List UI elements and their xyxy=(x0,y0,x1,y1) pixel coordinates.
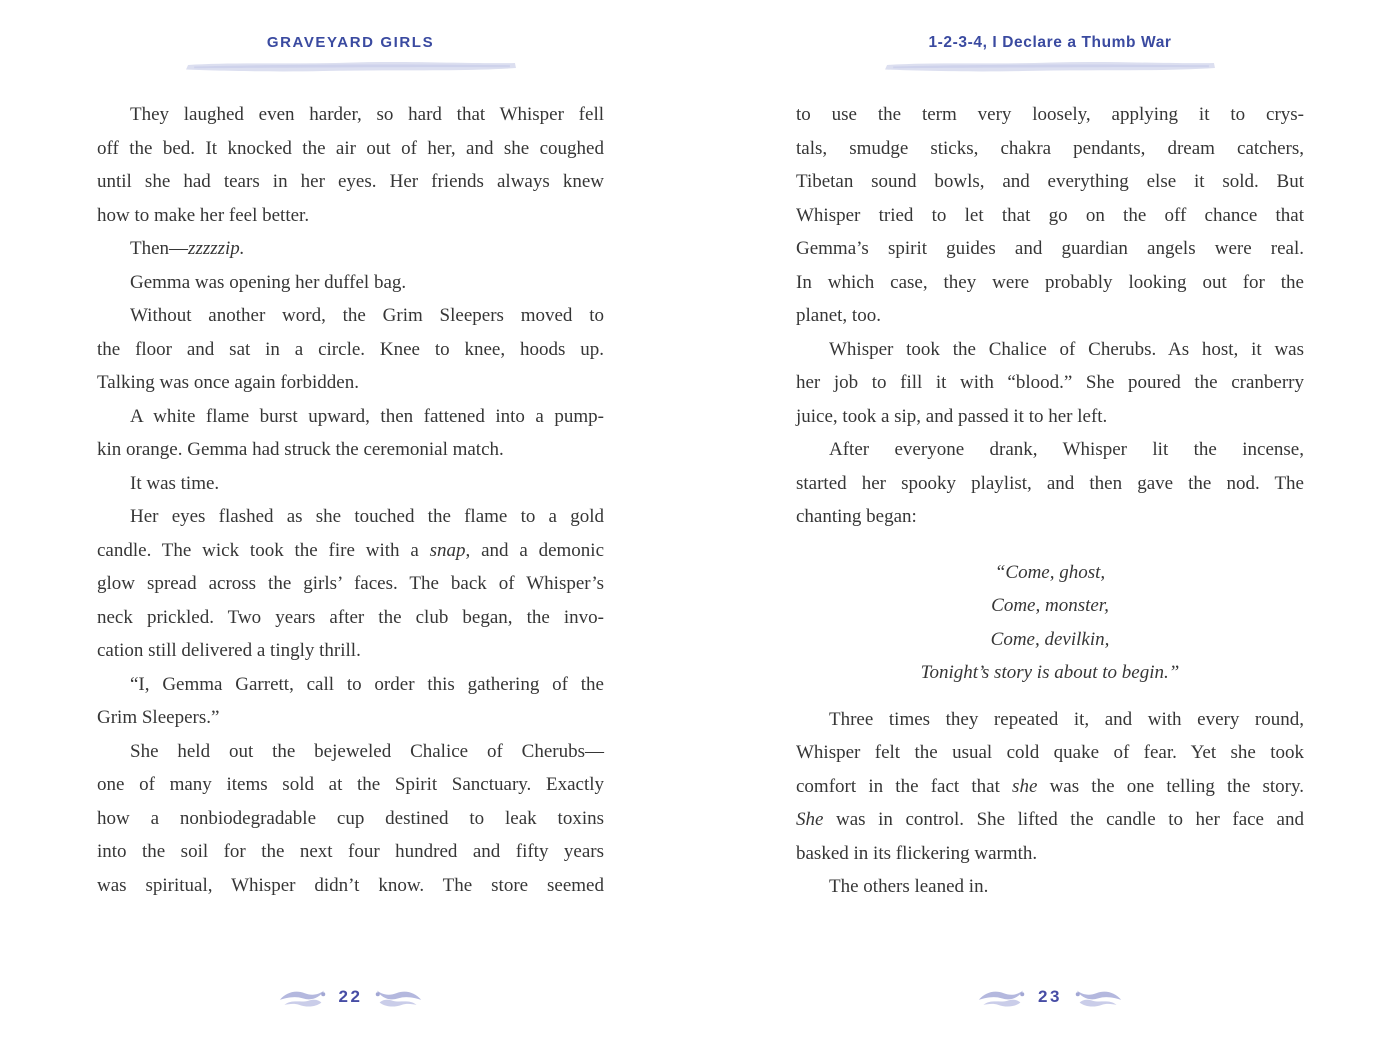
text-line: chanting began: xyxy=(796,506,917,527)
text-line: They laughed even harder, so hard that Whisper fell xyxy=(130,104,604,125)
text-line: Come, devilkin, xyxy=(990,628,1110,650)
text-line: Three times they repeated it, and with every round, xyxy=(829,708,1304,730)
text-line: Whisper felt the usual cold quake of fear. Yet she took xyxy=(796,742,1304,763)
text-line: her job to fill it with “blood.” She poured the cranberry xyxy=(796,372,1304,393)
text-line: A white flame burst upward, then fattened into a pump- xyxy=(130,405,604,427)
text-line: Then—zzzzzip. xyxy=(130,238,245,259)
text-line: kin orange. Gemma had struck the ceremonial match. xyxy=(97,439,504,460)
paragraph xyxy=(97,467,604,501)
text-line: comfort in the fact that she was the one telling the story. xyxy=(796,775,1304,797)
text-line: glow spread across the girls’ faces. The back of Whisper’s xyxy=(97,573,604,594)
text-line: to use the term very loosely, applying it to crys- xyxy=(796,104,1304,125)
text-line: Come, monster, xyxy=(991,595,1109,616)
text-line: how to make her feel better. xyxy=(97,204,310,226)
text-line: Without another word, the Grim Sleepers moved to xyxy=(130,305,604,326)
paragraph xyxy=(97,400,604,467)
text-line: was spiritual, Whisper didn’t know. The store seemed xyxy=(97,874,604,896)
page-right xyxy=(796,0,1304,1050)
page-body-left xyxy=(97,98,604,902)
text-line: “Come, ghost, xyxy=(994,561,1106,583)
text-line: Grim Sleepers.” xyxy=(97,707,220,728)
text-line: Whisper tried to let that go on the off chance that xyxy=(796,204,1304,226)
text-line: Her eyes flashed as she touched the flame to a gold xyxy=(130,506,604,527)
text-line: Gemma was opening her duffel bag. xyxy=(130,271,407,293)
text-line: She was in control. She lifted the candle to her face and xyxy=(796,809,1304,830)
text-line: Tonight’s story is about to begin.” xyxy=(920,662,1180,683)
paragraph xyxy=(796,870,1304,904)
text-line: “I, Gemma Garrett, call to order this gathering of the xyxy=(130,673,604,695)
running-header-left: GRAVEYARD GIRLS xyxy=(266,34,435,51)
swirl-ornament-icon xyxy=(1075,984,1123,1010)
text-line: Gemma’s spirit guides and guardian angels were real. xyxy=(796,238,1304,259)
text-line: It was time. xyxy=(130,472,220,494)
swirl-ornament-icon xyxy=(278,984,326,1010)
text-line: the floor and sat in a circle. Knee to knee, hoods up. xyxy=(97,338,604,360)
text-line: neck prickled. Two years after the club began, the invo- xyxy=(97,606,604,628)
text-line: basked in its flickering warmth. xyxy=(796,842,1038,864)
page-number: 23 xyxy=(1038,987,1062,1006)
text-line: candle. The wick took the fire with a snap, and a demonic xyxy=(97,539,604,561)
page-footer-left xyxy=(97,977,604,1017)
text-line: started her spooky playlist, and then gave the nod. The xyxy=(796,472,1304,494)
page-left xyxy=(97,0,604,1050)
text-line: Talking was once again forbidden. xyxy=(97,372,359,393)
text-line: cation still delivered a tingly thrill. xyxy=(97,640,361,661)
text-line: She held out the bejeweled Chalice of Cherubs— xyxy=(130,740,604,762)
swirl-ornament-icon xyxy=(977,984,1025,1010)
page-footer-right xyxy=(796,977,1304,1017)
paragraph xyxy=(97,98,604,232)
text-line: In which case, they were probably looking out for the xyxy=(796,271,1304,293)
brush-stroke-icon xyxy=(182,56,520,78)
paragraph xyxy=(97,299,604,400)
brush-stroke-icon xyxy=(881,56,1219,78)
chant-block xyxy=(796,556,1304,690)
paragraph xyxy=(97,500,604,668)
text-line: planet, too. xyxy=(796,305,881,326)
paragraph xyxy=(796,433,1304,534)
paragraph xyxy=(97,668,604,735)
paragraph xyxy=(796,98,1304,333)
paragraph xyxy=(97,266,604,300)
paragraph xyxy=(796,703,1304,871)
text-line: into the soil for the next four hundred and fifty years xyxy=(97,841,604,862)
text-line: tals, smudge sticks, chakra pendants, dream catchers, xyxy=(796,137,1304,159)
text-line: The others leaned in. xyxy=(829,876,989,897)
text-line: until she had tears in her eyes. Her friends always knew xyxy=(97,171,604,192)
text-line: how a nonbiodegradable cup destined to leak toxins xyxy=(97,807,604,829)
paragraph xyxy=(97,735,604,903)
text-line: juice, took a sip, and passed it to her left. xyxy=(796,405,1108,427)
text-line: off the bed. It knocked the air out of her, and she coughed xyxy=(97,137,604,159)
swirl-ornament-icon xyxy=(375,984,423,1010)
text-line: Whisper took the Chalice of Cherubs. As host, it was xyxy=(829,338,1304,360)
page-body-right xyxy=(796,98,1304,904)
text-line: After everyone drank, Whisper lit the incense, xyxy=(829,439,1304,460)
page-number: 22 xyxy=(338,987,363,1006)
paragraph xyxy=(796,333,1304,434)
text-line: Tibetan sound bowls, and everything else it sold. But xyxy=(796,171,1304,192)
paragraph xyxy=(97,232,604,266)
text-line: one of many items sold at the Spirit Sanctuary. Exactly xyxy=(97,774,604,795)
running-header-right: 1-2-3-4, I Declare a Thumb War xyxy=(928,34,1172,51)
